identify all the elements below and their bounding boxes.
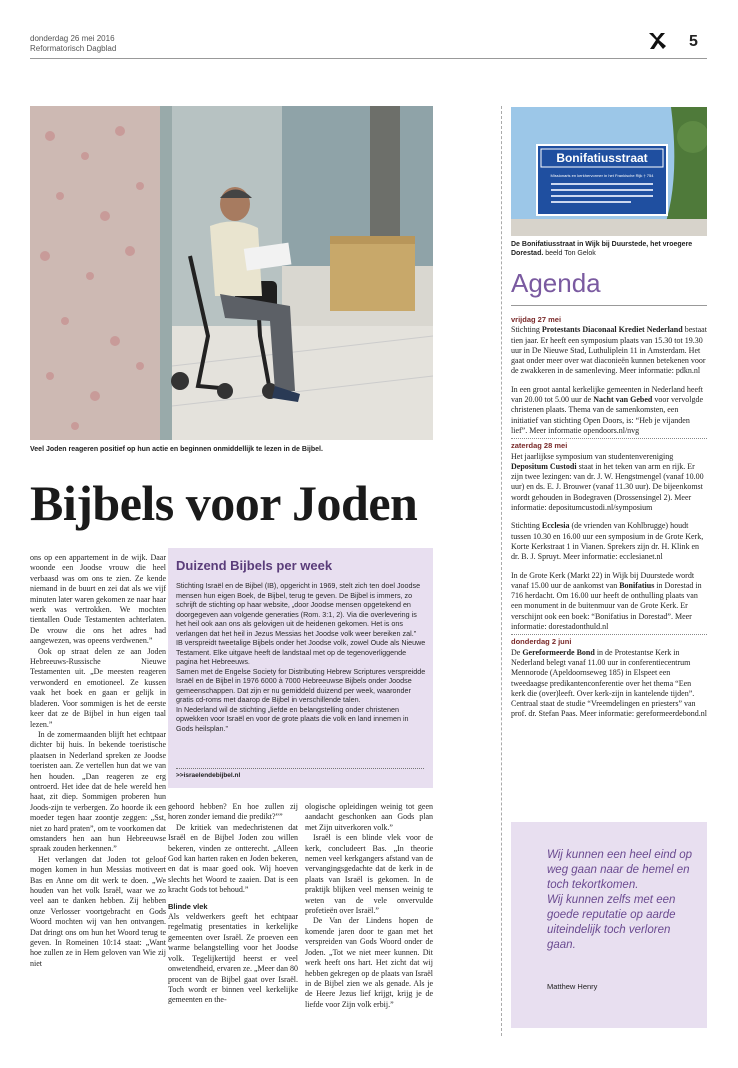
- agenda-date: vrijdag 27 mei: [511, 315, 562, 324]
- sidebar-box-title: Duizend Bijbels per week: [176, 558, 333, 573]
- quote-text: [547, 848, 697, 953]
- sign-text: Bonifatiusstraat: [556, 151, 648, 165]
- article-headline: Bijbels voor Joden: [30, 475, 418, 531]
- article-paragraph: ons op een appartement in de wijk. Daar woonde een Joodse vrouw die heel verbaasd was om ons te zien. Ze kende niemand in de buurt en zei dat als we vijf minuten later waren gekomen ze naar haar werk was vertrokken. We mochten tientallen Oude Testamenten achterlaten. De vrouw die ons het adres had aangewezen, was opeens verdwenen.”: [30, 553, 166, 646]
- page-number: 5: [689, 33, 698, 50]
- sidebar-box-paragraph: Stichting Israël en de Bijbel (IB), opgericht in 1969, stelt zich ten doel Joodse mensen hun eigen Boek, de Bijbel, terug te geven. De Bijbel is immers, zo schrijft de stichting op haar website, „door Joodse mensen opgetekend en doorgegeven aan volgende generaties (Rom. 3:1, 2). Via die overlevering is het heil ook aan ons als gelovigen uit de heidenen gekomen. Het is ons verlangen dat het heil in Jezus Messias het Joodse volk weer bereiken zal.”: [176, 581, 421, 638]
- agenda-rule: [511, 305, 707, 306]
- header-paper-name: Reformatorisch Dagblad: [30, 44, 117, 53]
- article-paragraph: gehoord hebben? En hoe zullen zij horen zonder iemand die predikt?””: [168, 802, 298, 822]
- agenda-date: donderdag 2 juni: [511, 634, 707, 647]
- header-date: donderdag 26 mei 2016: [30, 34, 115, 43]
- photo-caption: Veel Joden reageren positief op hun actie en beginnen onmiddellijk te lezen in de Bijbel.: [30, 446, 323, 453]
- quote-author: Matthew Henry: [547, 982, 598, 991]
- article-column-1: [30, 553, 166, 969]
- article-paragraph: Als veldwerkers geeft het echtpaar regelmatig presentaties in kerkelijke gemeenten over Israël. Ze proeven een warme belangstelling voor het Joodse volk. Tegelijkertijd heerst er veel onwetendheid, ervaren ze. „Meer dan 80 procent van de Bijbel gaat over Israël. Toch wordt er binnen veel kerkelijke gemeenten en the-: [168, 912, 298, 1005]
- sidebar-box-paragraph: IB verspreidt tweetalige Bijbels onder het Joodse volk, zowel Oude als Nieuwe Testament. Elke uitgave heeft de landstaal met op de tegenoverliggende pagina het Hebreeuws.: [176, 638, 426, 666]
- agenda-date: zaterdag 28 mei: [511, 438, 707, 451]
- paper-logo-icon: [647, 32, 667, 50]
- article-column-2: [168, 802, 298, 1006]
- sidebar-box-paragraph: Samen met de Engelse Society for Distributing Hebrew Scriptures verspreidde Israël en de Bijbel in 1976 6000 à 7000 Hebreeuwse Bijbels onder Joodse gemeenschappen. Dat zijn er nu gemiddeld duizend per week, waaronder gratis cd-roms met daarop de Bijbel in verschillende talen.: [176, 666, 426, 704]
- agenda-item: Stichting Protestants Diaconaal Krediet Nederland bestaat tien jaar. Er heeft een symposium plaats van 15.30 tot 19.30 uur in De Nieuwe Stad, Luthuliplein 11 in Amsterdam. Het gaat onder meer over wat diaconieën kunnen betekenen voor de zwakkeren in de samenleving. Meer informatie: pdkn.nl: [511, 325, 707, 376]
- article-paragraph: De kritiek van medechristenen dat Israël en de Bijbel Joden zou willen bekeren, vinden ze ontterecht. „Alleen God kan harten raken en Joden bekeren, en dat is maar goed ook. Wij hoeven slechts het Woord te zaaien. Dat is een kracht Gods tot behoud.”: [168, 822, 298, 895]
- sign-subtext: Missionaris en kerkhervormer in het Frankische Rijk † 754: [550, 173, 654, 178]
- article-paragraph: Ook op straat delen ze aan Joden Hebreeuws-Russische Nieuwe Testamenten uit. „De meesten reageren verwonderd en emotioneel. Ze kussen vaak het boek en gaan er gelijk in bladeren. Voor sommigen is het de eerste keer dat ze de Bijbel in hun eigen taal lezen.”: [30, 646, 166, 729]
- agenda-item: Het jaarlijkse symposium van studentenvereniging Depositum Custodi staat in het teken van arm en rijk. Er zijn twee lezingen: van dr. J. W. Hengstmengel (vanaf 10.00 uur) en ds. E. J. Brouwer (vanaf 11.30 uur). De bijeenkomst wordt gehouden in Bodegraven (Drossensingel 2). Meer informatie: depositumcustodi.nl/symposium: [511, 451, 704, 513]
- agenda-title: Agenda: [511, 268, 601, 298]
- article-subheading: Blinde vlek: [168, 901, 208, 911]
- article-photo: [30, 106, 433, 440]
- street-sign-caption: [511, 240, 707, 258]
- agenda-item: Stichting Ecclesia (de vrienden van Kohlbrugge) houdt tussen 10.30 en 16.00 uur een symposium in de Grote Kerk, Korte Kerkstraat 1 in Vianen. Sprekers zijn dr. H. Klink en dr. B. J. Spruyt. Meer informatie: ecclesianet.nl: [511, 521, 704, 562]
- article-paragraph: Israël is een blinde vlek voor de kerk, concludeert Bas. „In theorie nemen veel kerkgangers afstand van de vervangingsgedachte dat de kerk in de plaats van Israël is gekomen. In de praktijk blijken veel mensen weinig te weten van de vele onvervulde profetieën over Israël.”: [305, 833, 433, 916]
- column-separator: [501, 106, 502, 1036]
- quote-line: Wij kunnen zelfs met een goede reputatie op aarde uiteindelijk toch verloren gaan.: [547, 894, 676, 951]
- article-paragraph: ologische opleidingen weinig tot geen aandacht geschonken aan Gods plan met Zijn uitverkoren volk.”: [305, 802, 433, 832]
- article-paragraph: Het verlangen dat Joden tot geloof mogen komen in hun Messias motiveert Bas en Anne om dit werk te doen. „We houden van het volk Israël, waar we zo veel aan te danken hebben. Zij hebben onze Verlosser voortgebracht en Gods Woord mochten wij van hen ontvangen. Dat dringt ons om hun het Woord terug te geven. In Romeinen 10:14 staat: „Want hoe zullen ze in Hem geloven van Wie zij niet: [30, 854, 166, 968]
- article-paragraph: De Van der Lindens hopen de komende jaren door te gaan met het verspreiden van Gods Woord onder de Joden. „Tot we niet meer kunnen. Dit werk heeft ons hart. Het zicht dat wij hebben gekregen op de plaats van Israël in de Bijbel zien we als genade. Als je de Heere Jezus lief krijgt, krijg je de liefde voor Zijn volk erbij.”: [305, 916, 433, 1009]
- sidebar-box-link[interactable]: >>israelendebijbel.nl: [176, 768, 424, 779]
- woman-reading-bible-image: [30, 106, 433, 440]
- agenda-list: [511, 315, 707, 720]
- article-paragraph: In de zomermaanden blijft het echtpaar dichter bij huis. In bekende toeristische plaatsen in Nederland spreken ze Joodse toeristen aan. Ze vertellen hun dat we van hen houden. „Dan reageren ze erg ontroerd. Het idee dat de hele wereld hen haat, zit diep. Sommigen proberen hun Joods-zijn te verbergen. Zo hoorde ik een moeder tegen haar zoontje zeggen: „Sst, niet zo hard praten”, om te voorkomen dat omstanders hen aan hun Hebreeuwse spraak zouden herkennen.”: [30, 729, 166, 854]
- street-sign-image: [511, 107, 707, 236]
- quote-box: [511, 822, 707, 1028]
- sidebar-box: [168, 548, 433, 788]
- street-sign-caption-text: De Bonifatiusstraat in Wijk bij Duurstede, het vroegere Dorestad.: [511, 241, 693, 257]
- agenda-item: De Gereformeerde Bond in de Protestantse Kerk in Nederland belegt vanaf 11.00 uur in conferentiecentrum Mennorode (Apeldoornseweg 185) in Elspeet een tweedaagse predikantenconferentie over het thema “Een kerk die (over)leeft. Over kerk-zijn in kantelende tijden”. Centraal staat de studie “Vreemdelingen en priesters” van prof. dr. Stefan Paas. Meer informatie: gereformeerdebond.nl: [511, 647, 707, 719]
- sidebar-box-paragraph: In Nederland wil de stichting „liefde en belangstelling onder christenen opwekken voor Israël en voor de grote plaats die volk en land innemen in Gods heilsplan.”: [176, 704, 409, 733]
- header-dateline: [30, 34, 116, 54]
- header-rule: [30, 58, 707, 59]
- agenda-item: In een groot aantal kerkelijke gemeenten in Nederland heeft van 20.00 tot 5.00 uur de Nacht van Gebed voor vervolgde christenen plaats. Thema van de samenkomsten, een initiatief van stichting Open Doors, is: “Heb je vijanden lief”. Meer informatie opendoors.nl/nvg: [511, 384, 703, 435]
- photo-credit: beeld Ton Gelok: [545, 250, 596, 257]
- quote-line: Wij kunnen een heel eind op weg gaan naar de hemel en toch tekortkomen.: [547, 849, 693, 891]
- sidebar-box-text: [176, 581, 426, 733]
- article-column-3: [305, 802, 433, 1010]
- street-sign-photo: [511, 107, 707, 236]
- agenda-item: In de Grote Kerk (Markt 22) in Wijk bij Duurstede wordt vanaf 15.00 uur de aankomst van Bonifatius in Dorestad in 716 herdacht. Om 16.00 uur heeft de onthulling plaats van een monument in de buitenmuur van de Grote Kerk. Er verschijnt ook een boek: “Bonifatius in Dorestad”. Meer informatie: dorestadonthuld.nl: [511, 570, 702, 632]
